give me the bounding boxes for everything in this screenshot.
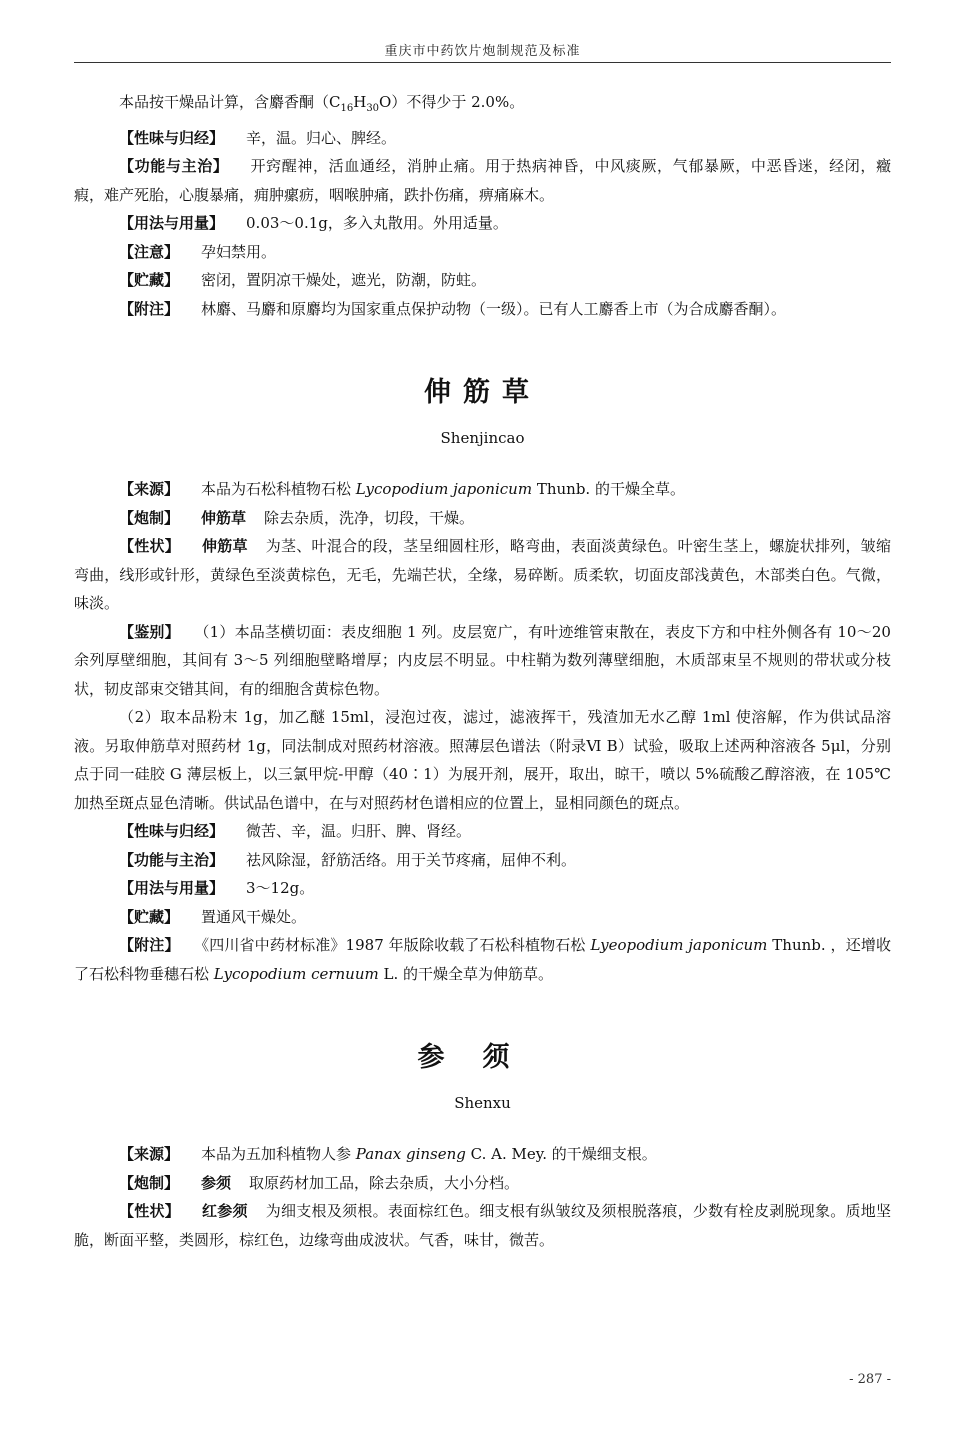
entry-pinyin-shenxu: Shenxu [454, 1094, 511, 1112]
prev-zhucang: 【贮藏】 密闭，置阴凉干燥处，遮光，防潮，防蛀。 [119, 271, 487, 289]
shenjincao-fuzhu: 【附注】 《四川省中药材标准》1987 年版除收载了石松科植物石松 Lyeopodium japonicum Thunb. ，还增收了石松科物垂穗石松 Lycopodium cernuum L. 的干燥全草为伸筋草。 [74, 936, 891, 983]
entry-title-shenxu: 参须 [417, 1042, 548, 1073]
shenjincao-jianbie-1: 【鉴别】 （1）本品茎横切面：表皮细胞 1 列。皮层宽广，有叶迹维管束散在，表皮下方和中柱外侧各有 10～20 余列厚壁细胞，其间有 3～5 列细胞壁略增厚；内皮层不明显。中柱鞘为数列薄壁细胞，木质部束呈不规则的带状或分枝状，韧皮部束交错其间，有的细胞含黄棕色物。 [74, 622, 891, 698]
shenjincao-laiyuan: 【来源】 本品为石松科植物石松 Lycopodium japonicum Thunb. 的干燥全草。 [119, 480, 685, 498]
prev-yongfa: 【用法与用量】 0.03～0.1g，多入丸散用。外用适量。 [119, 214, 508, 232]
shenjincao-zhucang: 【贮藏】 置通风干燥处。 [119, 907, 307, 926]
prev-fuzhu: 【附注】 林麝、马麝和原麝均为国家重点保护动物（一级）。已有人工麝香上市（为合成麝香酮）。 [119, 299, 787, 318]
page-content [74, 88, 891, 1254]
shenjincao-xingwei: 【性味与归经】 微苦、辛，温。归肝、脾、肾经。 [119, 822, 472, 840]
shenjincao-paozhi: 【炮制】 伸筋草 除去杂质，洗净，切段，干燥。 [119, 508, 475, 527]
content-statement: 本品按干燥品计算，含麝香酮$(C_{16}H_{30}O)$不得少于 2.0%。 [119, 93, 525, 114]
shenjincao-gongneng: 【功能与主治】 祛风除湿，舒筋活络。用于关节疼痛，屈伸不利。 [119, 850, 577, 869]
shenjincao-jianbie-2: （2）取本品粉末 1g，加乙醚 15ml，浸泡过夜，滤过，滤液挥干，残渣加无水乙醇 1ml 使溶解，作为供试品溶液。另取伸筋草对照药材 1g，同法制成对照药材溶液。照薄层色谱法（附录Ⅵ B）试验，吸取上述两种溶液各 5μl，分别点于同一硅胶 G 薄层板上，以三氯甲烷-甲醇（40∶1）为展开剂，展开，取出，晾干，喷以 5%硫酸乙醇溶液，在 105℃加热至斑点显色清晰。供试品色谱中，在与对照药材色谱相应的位置上，显相同颜色的斑点。 [74, 708, 891, 812]
header-rule [74, 62, 891, 63]
shenxu-xingzhuang: 【性状】 红参须 为细支根及须根。表面棕红色。细支根有纵皱纹及须根脱落痕，少数有栓皮剥脱现象。质地坚脆，断面平整，类圆形，棕红色，边缘弯曲成波状。气香，味甘，微苦。 [74, 1202, 891, 1249]
shenjincao-xingzhuang: 【性状】 伸筋草 为茎、叶混合的段，茎呈细圆柱形，略弯曲，表面淡黄绿色。叶密生茎上，螺旋状排列，皱缩弯曲，线形或针形，黄绿色至淡黄棕色，无毛，先端芒状，全缘，易碎断。质柔软，切面皮部浅黄色，木部类白色。气微，味淡。 [74, 537, 891, 612]
shenxu-laiyuan: 【来源】 本品为五加科植物人参 Panax ginseng C. A. Mey. 的干燥细支根。 [119, 1145, 657, 1163]
page-number: - 287 - [849, 1372, 891, 1387]
entry-pinyin-shenjincao: Shenjincao [440, 429, 525, 447]
prev-gongneng: 【功能与主治】 开窍醒神，活血通经，消肿止痛。用于热病神昏，中风痰厥，气郁暴厥，中恶昏迷，经闭，癥瘕，难产死胎，心腹暴痛，痈肿瘰疬，咽喉肿痛，跌扑伤痛，痹痛麻木。 [74, 157, 891, 204]
shenxu-paozhi: 【炮制】 参须 取原药材加工品，除去杂质，大小分档。 [119, 1173, 520, 1192]
shenjincao-yongfa: 【用法与用量】 3～12g。 [119, 879, 315, 897]
running-header: 重庆市中药饮片炮制规范及标准 [384, 44, 581, 59]
prev-zhuyi: 【注意】 孕妇禁用。 [119, 242, 277, 261]
prev-xingwei: 【性味与归经】 辛，温。归心、脾经。 [119, 128, 397, 147]
entry-title-shenjincao: 伸筋草 [424, 377, 541, 408]
